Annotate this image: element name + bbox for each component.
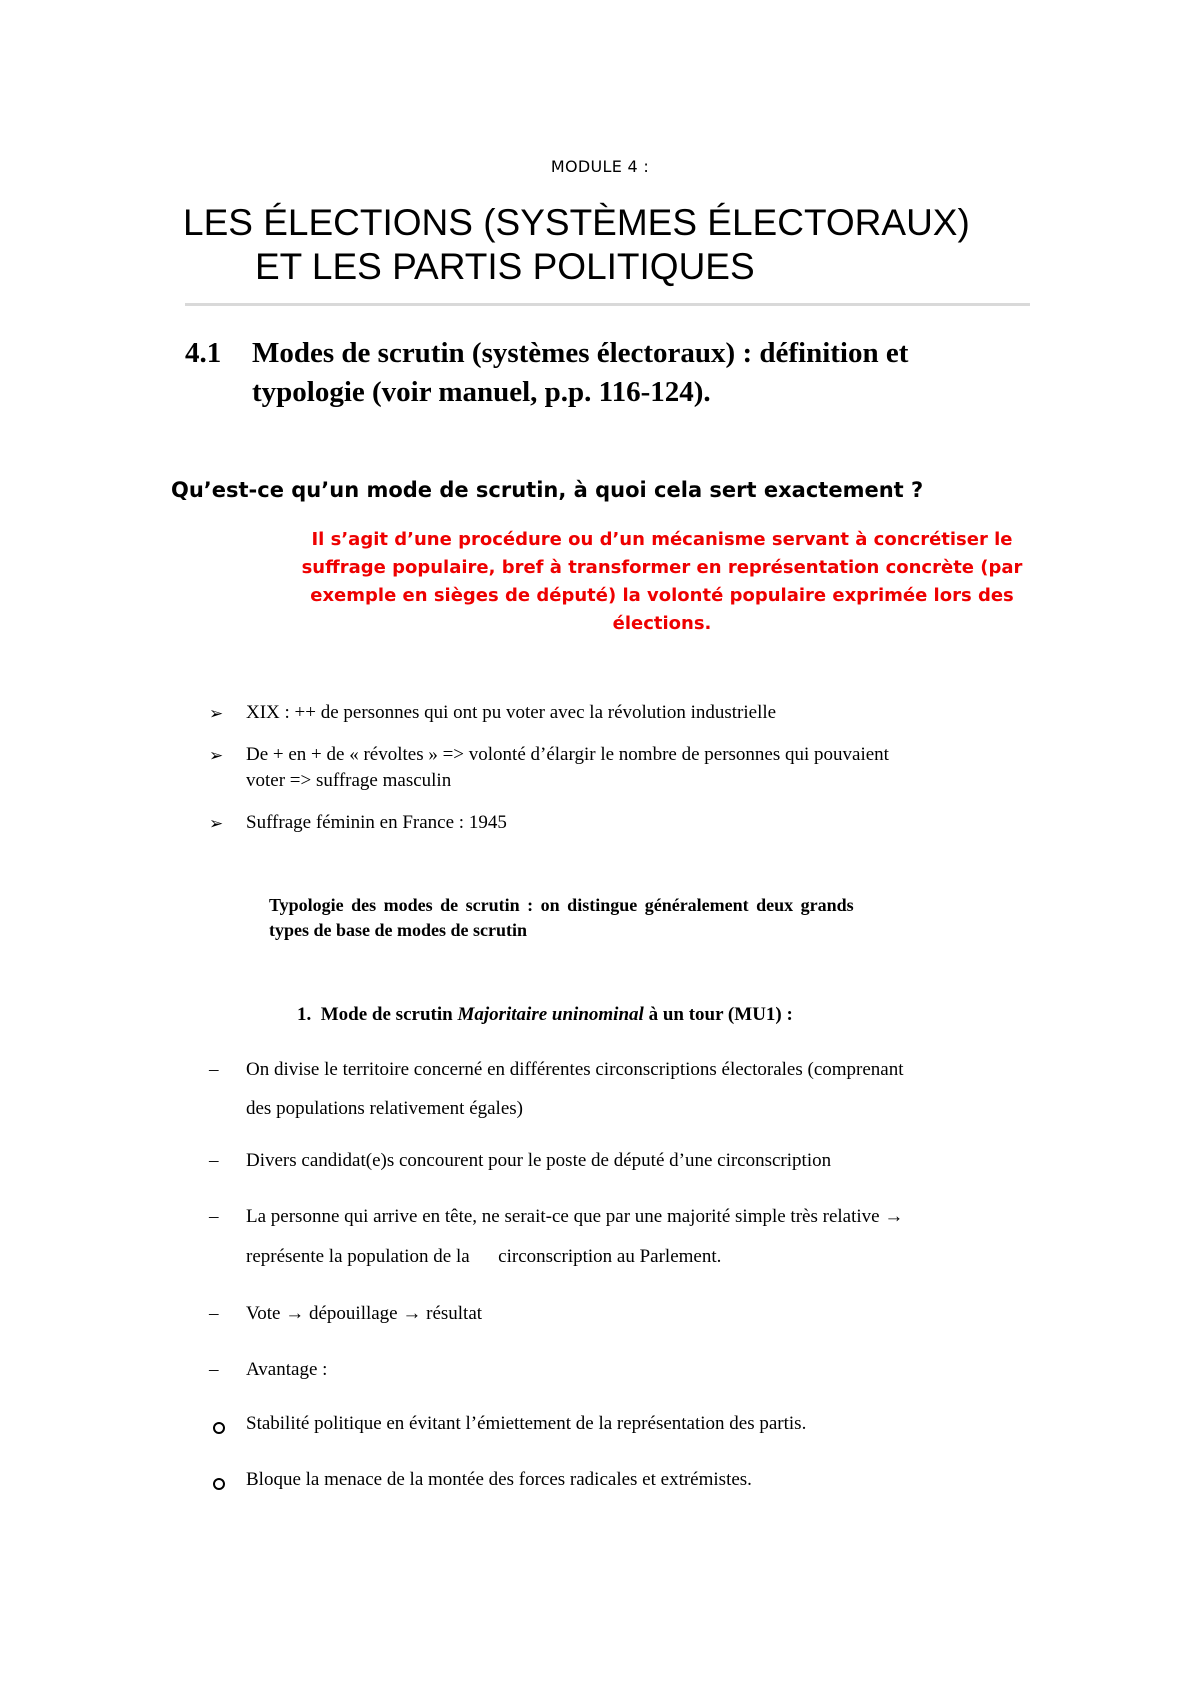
mode-heading <box>297 1004 793 1026</box>
bullet-text: De + en + de « révoltes » => volonté d’élargir le nombre de personnes qui pouvaient <box>246 744 889 765</box>
circle-bullet-icon <box>213 1478 225 1490</box>
dash-item-text: Divers candidat(e)s concourent pour le poste de député d’une circonscription <box>246 1150 832 1171</box>
arrow-bullet-icon: ➢ <box>209 746 224 765</box>
circle-item-text: Stabilité politique en évitant l’émiettement de la représentation des partis. <box>246 1413 807 1434</box>
mode-heading-italic: Majoritaire uninominal <box>457 1004 644 1025</box>
typology-intro-line-2: types de base de modes de scrutin <box>269 920 528 940</box>
dash-item-continuation: des populations relativement égales) <box>246 1098 523 1119</box>
section-number: 4.1 <box>185 337 222 369</box>
answer-line-3: exemple en sièges de député) la volonté populaire exprimée lors des <box>310 585 1014 606</box>
dash-bullet: – <box>209 1150 219 1171</box>
bullet-text: Suffrage féminin en France : 1945 <box>246 812 507 833</box>
bullet-text-continuation: voter => suffrage masculin <box>246 770 452 791</box>
arrow-bullet-icon: ➢ <box>209 814 224 833</box>
dash-item-continuation: représente la population de la circonscription au Parlement. <box>246 1246 722 1267</box>
mode-heading-suffix: à un tour (MU1) : <box>643 1004 793 1025</box>
answer-line-2: suffrage populaire, bref à transformer en représentation concrète (par <box>301 557 1023 578</box>
circle-bullet-icon <box>213 1422 225 1434</box>
dash-item-text: Vote → dépouillage → résultat <box>246 1303 483 1324</box>
arrow-bullet-icon: ➢ <box>209 704 224 723</box>
typology-intro-line-1: Typologie des modes de scrutin : on distingue généralement deux grands <box>269 895 854 915</box>
title-divider <box>185 303 1030 306</box>
title-line-1: LES ÉLECTIONS (SYSTÈMES ÉLECTORAUX) <box>183 202 970 243</box>
dash-bullet: – <box>209 1059 219 1080</box>
mode-heading-prefix: Mode de scrutin <box>320 1004 458 1025</box>
question-heading: Qu’est-ce qu’un mode de scrutin, à quoi cela sert exactement ? <box>171 478 924 502</box>
module-label: MODULE 4 : <box>550 157 650 176</box>
mode-number: 1. <box>297 1004 312 1025</box>
dash-bullet: – <box>209 1303 219 1324</box>
dash-item-text: La personne qui arrive en tête, ne serait-ce que par une majorité simple très relative → <box>246 1206 904 1227</box>
bullet-text: XIX : ++ de personnes qui ont pu voter avec la révolution industrielle <box>246 702 777 723</box>
answer-line-1: Il s’agit d’une procédure ou d’un mécanisme servant à concrétiser le <box>311 529 1013 550</box>
dash-bullet: – <box>209 1206 219 1227</box>
section-heading-line-1: Modes de scrutin (systèmes électoraux) : définition et <box>252 337 909 369</box>
title-line-2: ET LES PARTIS POLITIQUES <box>255 246 755 287</box>
circle-item-text: Bloque la menace de la montée des forces radicales et extrémistes. <box>246 1469 752 1490</box>
dash-bullet: – <box>209 1359 219 1380</box>
section-heading-line-2: typologie (voir manuel, p.p. 116-124). <box>252 376 711 408</box>
dash-item-text: Avantage : <box>246 1359 328 1380</box>
answer-line-4: élections. <box>612 613 712 634</box>
dash-item-text: On divise le territoire concerné en différentes circonscriptions électorales (comprenant <box>246 1059 904 1080</box>
